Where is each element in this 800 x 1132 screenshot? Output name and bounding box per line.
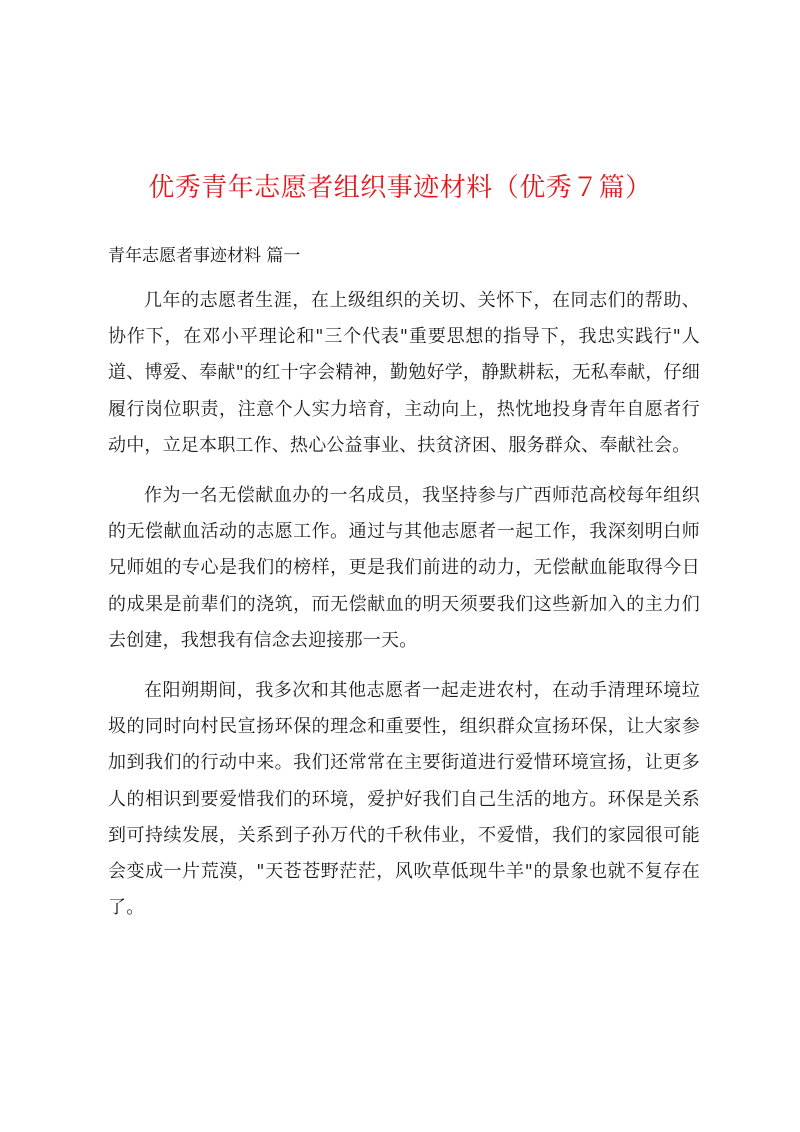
paragraph: 在阳朔期间，我多次和其他志愿者一起走进农村，在动手清理环境垃圾的同时向村民宣扬环保的理念和重要性，组织群众宣扬环保，让大家参加到我们的行动中来。我们还常常在主要街道进行爱惜环境宣扬，让更多人的相识到要爱惜我们的环境，爱护好我们自己生活的地方。环保是关系到可持续发展，关系到子孙万代的千秋伟业，不爱惜，我们的家园很可能会变成一片荒漠，"天苍苍野茫茫，风吹草低现牛羊"的景象也就不复存在了。 xyxy=(108,680,700,919)
document-title: 优秀青年志愿者组织事迹材料（优秀７篇） xyxy=(148,173,652,203)
body-text xyxy=(108,283,700,940)
section-heading: 青年志愿者事迹材料 篇一 xyxy=(108,246,301,266)
paragraph: 几年的志愿者生涯，在上级组织的关切、关怀下，在同志们的帮助、协作下，在邓小平理论和"三个代表"重要思想的指导下，我忠实践行"人道、博爱、奉献"的红十字会精神，勤勉好学，静默耕耘，无私奉献，仔细履行岗位职责，注意个人实力培育，主动向上，热忱地投身青年自愿者行动中，立足本职工作、热心公益事业、扶贫济困、服务群众、奉献社会。 xyxy=(108,290,700,456)
paragraph: 作为一名无偿献血办的一名成员，我坚持参与广西师范高校每年组织的无偿献血活动的志愿工作。通过与其他志愿者一起工作，我深刻明白师兄师姐的专心是我们的榜样，更是我们前进的动力，无偿献血能取得今日的成果是前辈们的浇筑，而无偿献血的明天须要我们这些新加入的主力们去创建，我想我有信念去迎接那一天。 xyxy=(108,485,700,651)
